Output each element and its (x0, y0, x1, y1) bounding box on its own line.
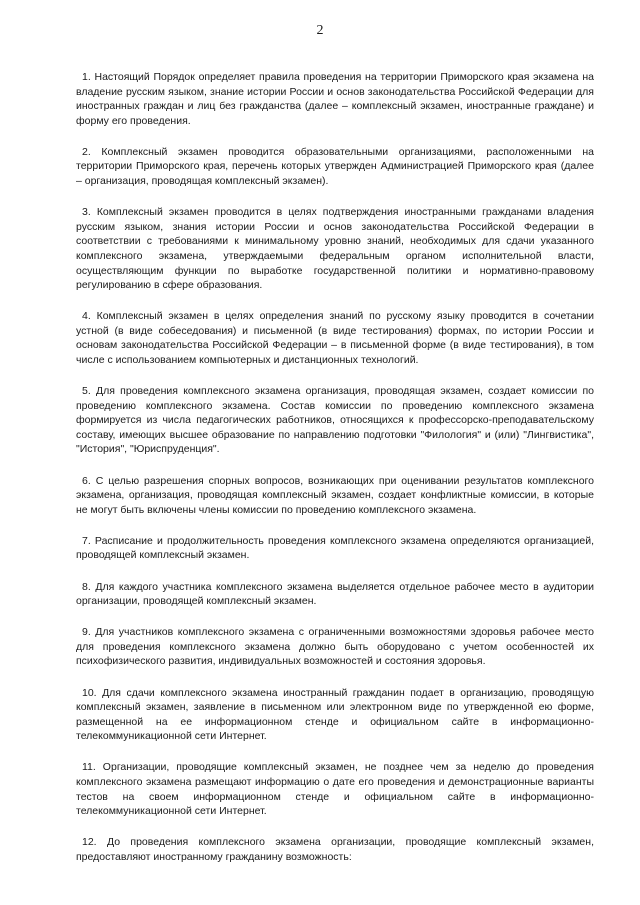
paragraph-11: 11. Организации, проводящие комплексный экзамен, не позднее чем за неделю до проведения комплексного экзамена размещают информацию о дате его проведения и демонстрационные варианты тестов на своем информационном стенде и официальном сайте в информационно-телекоммуникационной сети Интернет. (76, 761, 594, 818)
paragraph-8: 8. Для каждого участника комплексного экзамена выделяется отдельное рабочее место в аудитории организации, проводящей комплексный экзамен. (76, 580, 594, 608)
paragraph-12: 12. До проведения комплексного экзамена организации, проводящие комплексный экзамен, предоставляют иностранному гражданину возможность: (76, 836, 594, 863)
paragraph-7: 7. Расписание и продолжительность проведения комплексного экзамена определяются организацией, проводящей комплексный экзамен. (76, 534, 594, 562)
page-number: 2 (316, 23, 324, 38)
paragraph-9: 9. Для участников комплексного экзамена с ограниченными возможностями здоровья рабочее место для проведения комплексного экзамена должно быть оборудовано с учетом особенностей их психофизического развития, индивидуальных возможностей и состояния здоровья. (76, 626, 594, 668)
paragraph-4: 4. Комплексный экзамен в целях определения знаний по русскому языку проводится в сочетании устной (в виде собеседования) и письменной (в виде тестирования) формах, по истории России и основам законодательства Российской Федерации – в письменной форме (в виде тестирования), в том числе с использованием компьютерных и дистанционных технологий. (76, 310, 594, 366)
document-body (76, 70, 594, 881)
paragraph-6: 6. С целью разрешения спорных вопросов, возникающих при оценивании результатов комплексного экзамена, организация, проводящая комплексный экзамен, создает конфликтные комиссии, в которые не могут быть включены члены комиссии по проведению комплексного экзамена. (76, 474, 594, 516)
paragraph-2: 2. Комплексный экзамен проводится образовательными организациями, расположенными на территории Приморского края, перечень которых утвержден Администрацией Приморского края (далее – организация, проводящая комплексный экзамен). (76, 145, 594, 188)
paragraph-3: 3. Комплексный экзамен проводится в целях подтверждения иностранными гражданами владения русским языком, знания истории России и основ законодательства Российской Федерации в соответствии с требованиями к минимальному уровню знаний, необходимых для сдачи указанного комплексного экзамена, утверждаемыми федеральным органом исполнительной власти, осуществляющим функции по выработке государственной политики и нормативно-правовому регулированию в сфере образования. (76, 206, 594, 292)
paragraph-10: 10. Для сдачи комплексного экзамена иностранный гражданин подает в организацию, проводящую комплексный экзамен, заявление в письменном или электронном виде по утвержденной ею форме, размещенной на ее информационном стенде и официальном сайте в информационно-телекоммуникационной сети Интернет. (76, 686, 594, 743)
paragraph-1: 1. Настоящий Порядок определяет правила проведения на территории Приморского края экзамена на владение русским языком, знание истории России и основ законодательства Российской Федерации для иностранных граждан и лиц без гражданства (далее – комплексный экзамен, иностранные граждане) и форму его проведения. (76, 71, 594, 127)
paragraph-5: 5. Для проведения комплексного экзамена организация, проводящая экзамен, создает комиссии по проведению комплексного экзамена. Состав комиссии по проведению комплексного экзамена формируется из числа педагогических работников, относящихся к профессорско-преподавательскому составу, имеющих высшее образование по направлению подготовки "Филология" и (или) "Лингвистика", "История", "Юриспруденция". (76, 385, 594, 456)
